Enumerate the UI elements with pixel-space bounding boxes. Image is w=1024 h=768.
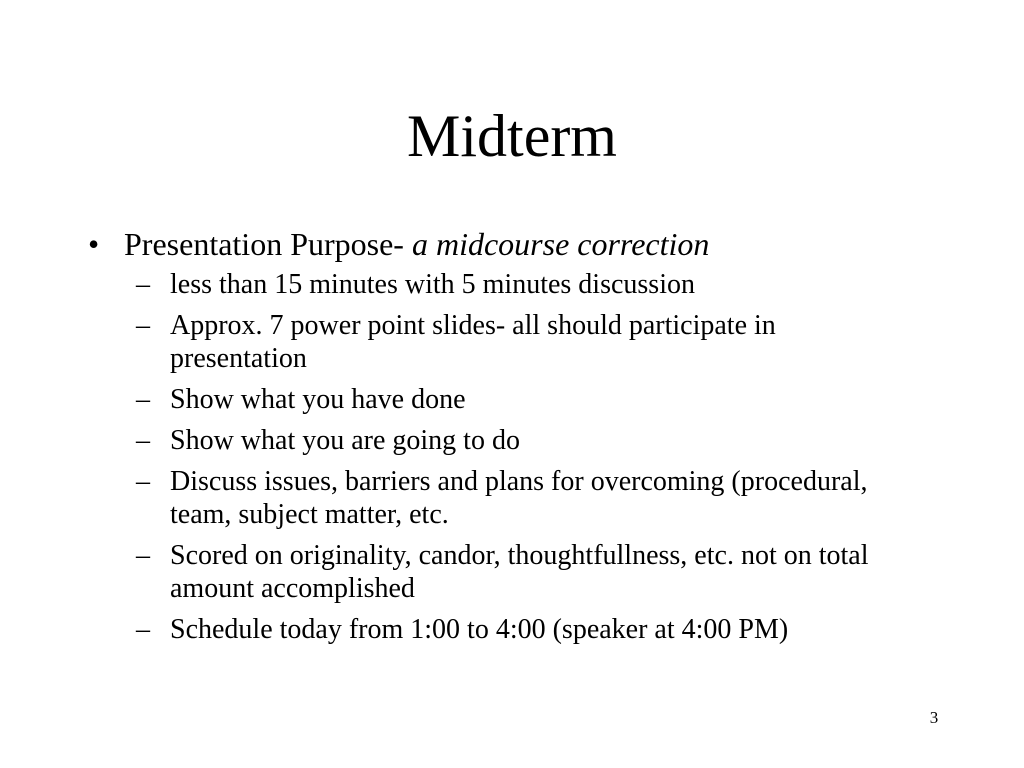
sub-bullet-text: Schedule today from 1:00 to 4:00 (speaker at 4:00 PM) [170, 614, 789, 645]
main-bullet-label: Presentation Purpose- [124, 226, 412, 262]
sub-bullet-text: less than 15 minutes with 5 minutes discussion [170, 269, 695, 300]
sub-bullet-text: Discuss issues, barriers and plans for overcoming (procedural, team, subject matter, etc. [170, 466, 868, 530]
dash-marker: – [136, 384, 150, 415]
dash-marker: – [136, 466, 150, 497]
sub-bullet-list [136, 268, 948, 646]
sub-bullet-text: Approx. 7 power point slides- all should participate in presentation [170, 310, 776, 374]
main-bullet-text [124, 222, 709, 266]
bullet-marker: • [88, 226, 100, 262]
dash-marker: – [136, 540, 150, 571]
sub-bullet-item [136, 465, 948, 531]
dash-marker: – [136, 614, 150, 645]
main-bullet [88, 222, 948, 266]
sub-bullet-text: Scored on originality, candor, thoughtfullness, etc. not on total amount accomplished [170, 540, 869, 604]
sub-bullet-item [136, 383, 948, 416]
sub-bullet-text: Show what you have done [170, 384, 466, 415]
slide-body [88, 222, 948, 654]
page-number: 3 [929, 708, 939, 727]
sub-bullet-item [136, 268, 948, 301]
sub-bullet-item [136, 539, 948, 605]
sub-bullet-item [136, 309, 948, 375]
dash-marker: – [136, 310, 150, 341]
dash-marker: – [136, 269, 150, 300]
sub-bullet-item [136, 424, 948, 457]
sub-bullet-item [136, 613, 948, 646]
dash-marker: – [136, 425, 150, 456]
sub-bullet-text: Show what you are going to do [170, 425, 520, 456]
main-bullet-emphasis: a midcourse correction [411, 226, 710, 262]
slide-title: Midterm [407, 103, 617, 169]
